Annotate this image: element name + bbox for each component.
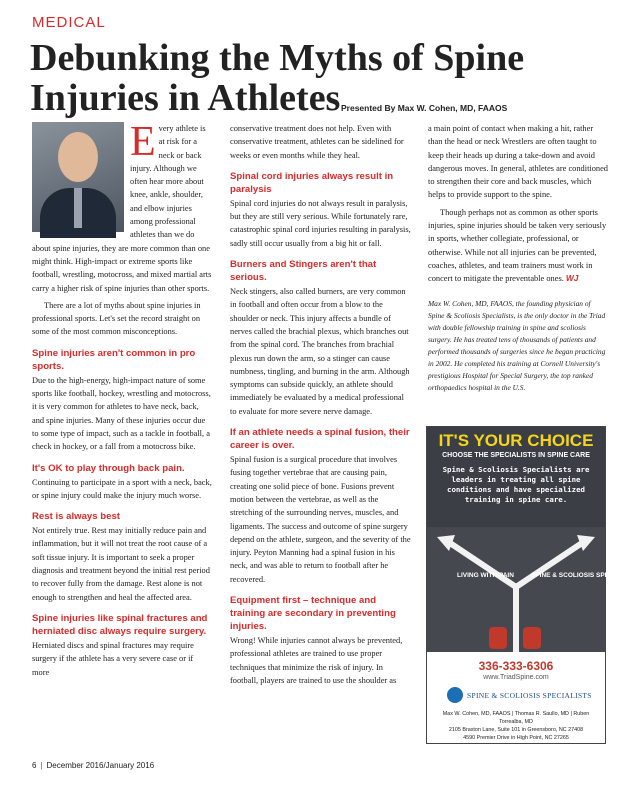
byline: Presented By Max W. Cohen, MD, FAAOS	[341, 103, 508, 113]
ad-arrow-left-label: LIVING WITH PAIN	[457, 572, 514, 579]
author-bio: Max W. Cohen, MD, FAAOS, the founding physician of Spine & Scoliosis Specialists, is the only doctor in the Triad with double fellowship training in spine and scoliosis surgery. He has treated tens of thousands of patients and performed thousands of surgeries since he began practicing in 2002. He completed his training at Cornell University's prestigious Hospital for Special Surgery, the top ranked orthopaedics hospital in the U.S.	[428, 298, 606, 392]
column-2	[230, 122, 412, 691]
ad-arrow-right-label: SPINE & SCOLIOSIS SPECIALISTS	[531, 572, 639, 579]
ad-subheading: CHOOSE THE SPECIALISTS IN SPINE CARE	[442, 452, 590, 459]
page-number: 6	[32, 761, 37, 770]
ad-address-2: 4590 Premier Drive in High Point, NC 27265	[463, 735, 569, 741]
advertisement[interactable]	[426, 426, 639, 744]
signature-mark: WJ	[565, 273, 579, 284]
intro-paragraph: Every athlete is at risk for a neck or back injury. Although we often hear more about knee, ankle, shoulder, and elbow injuries among professional athletes than we do about spine injuries, they are more common than one might think. High-impact or extreme sports like football, wrestling, motocross, and mixed martial arts carry a higher risk of spine injuries than other sports.	[32, 119, 212, 293]
closing-paragraph: Though perhaps not as common as other sports injuries, spine injuries should be taken very seriously in sports, whether collegiate, professional, or otherwise. While not all injuries can be prevented, coaches, athletes, and team trainers must work in concert to mitigate the preventable ones. WJ	[428, 207, 607, 284]
section-body: Continuing to participate in a sport with a neck, back, or spine injury could make the injury much worse.	[32, 477, 212, 500]
article-title: Debunking the Myths of Spine Injuries in Athletes	[30, 37, 525, 119]
author-photo	[32, 122, 124, 232]
section-body: conservative treatment does not help. Even with conservative treatment, athletes can be sidelined for weeks or even months while they heal.	[230, 124, 404, 160]
ad-contact	[431, 710, 601, 742]
ad-website[interactable]: www.TriadSpine.com	[483, 674, 549, 681]
ad-doctors: Max W. Cohen, MD, FAAOS | Thomas R. Saullo, MD | Ruben Torrealba, MD	[442, 711, 590, 725]
page-footer: 6 | December 2016/January 2016	[32, 761, 155, 770]
ad-banner	[427, 427, 639, 652]
section-heading: Burners and Stingers aren't that serious.	[230, 259, 377, 284]
section-heading: If an athlete needs a spinal fusion, their career is over.	[230, 427, 410, 452]
ad-address-1: 2105 Braxton Lane, Suite 101 in Greensboro, NC 27408	[448, 727, 584, 733]
section-body: Wrong! While injuries cannot always be prevented, professional athletes are trained to use proper techniques that minimize the risk of injury. In football, players are trained to use the shoulder as	[230, 636, 403, 685]
issue-date: December 2016/January 2016	[46, 761, 155, 770]
ad-body: Spine & Scoliosis Specialists are leaders in treating all spine conditions and have specialized training in spine care.	[442, 465, 590, 504]
column-1	[32, 119, 212, 683]
section-body: Due to the high-energy, high-impact nature of some sports like football, hockey, wrestling and motocross, it is very common for athletes to have neck, back, and spine injuries. Many of these injuries occur due to some type of impact, such as a tackle in football, a check in hockey, or a fall from a motocross bike.	[32, 375, 211, 452]
ad-phone[interactable]: 336-333-6306	[478, 659, 554, 673]
ad-logo	[447, 687, 597, 705]
spine-logo-icon	[447, 687, 463, 703]
section-heading: Rest is always best	[32, 511, 120, 523]
section-body: Herniated discs and spinal fractures may require surgery if the athlete has a very severe case or if more	[32, 640, 194, 677]
intro-paragraph-2: There are a lot of myths about spine injuries in professional sports. Let's set the record straight on some of the most common misconceptions.	[32, 300, 201, 337]
section-heading: It's OK to play through back pain.	[32, 462, 185, 474]
section-body: a main point of contact when making a hit, rather than the head or neck Wrestlers are often taught to keep their heads up during a take-down and avoid dangerous moves. In general, athletes are conditioned to strengthen their core and back muscles, which helps to provide support to the spine.	[428, 124, 608, 200]
section-body: Spinal fusion is a surgical procedure that involves fusing together vertebrae that are causing pain, creating one solid piece of bone. Fusions prevent motion between the vertebrae, as well as the stretching of the surrounding nerves, muscles, and ligaments. The success and outcome of spine surgery depend on the athlete, surgeon, and the severity of the injury. Peyton Manning had a spinal fusion in his neck, and was able to return to football after he recovered.	[230, 455, 411, 584]
section-label: MEDICAL	[32, 14, 106, 31]
section-body: Spinal cord injuries do not always result in paralysis, but they are still very serious. While fortunately rare, catastrophic spinal cord injuries resulting in paralysis, sadly still occur usually from a big hit or fall.	[230, 198, 411, 248]
drop-cap: E	[130, 119, 156, 165]
ad-logo-text: SPINE & SCOLIOSIS SPECIALISTS	[467, 691, 592, 700]
section-heading: Spine injuries aren't common in pro sports.	[32, 347, 196, 372]
section-heading: Spinal cord injuries always result in paralysis	[230, 170, 394, 195]
column-3	[428, 122, 608, 398]
section-heading: Equipment first – technique and training are secondary in preventing injuries.	[230, 595, 396, 633]
ad-heading: IT'S YOUR CHOICE	[438, 431, 594, 450]
section-body: Not entirely true. Rest may initially reduce pain and inflammation, but it will not treat the root cause of a soft tissue injury. It is important to seek a proper diagnosis and treatment beyond the initial rest period to recover fully from the damage. Rest alone is not enough to strengthen and heal the affected area.	[32, 526, 210, 602]
section-heading: Spine injuries like spinal fractures and herniated disc always require surgery.	[32, 612, 208, 637]
section-body: Neck stingers, also called burners, are very common in football and often occur from a blow to the shoulder or neck. This injury affects a bundle of nerves called the brachial plexus, which branches out from the spinal cord. The branches from brachial plexus run down the arm, so a stinger can cause numbness, tingling, and burning in the arm. Although symptoms can subside quickly, an athlete should immediately be evaluated by a medical professional to evaluate for more severe nerve damage.	[230, 287, 410, 416]
road-arrows-graphic	[427, 527, 639, 652]
